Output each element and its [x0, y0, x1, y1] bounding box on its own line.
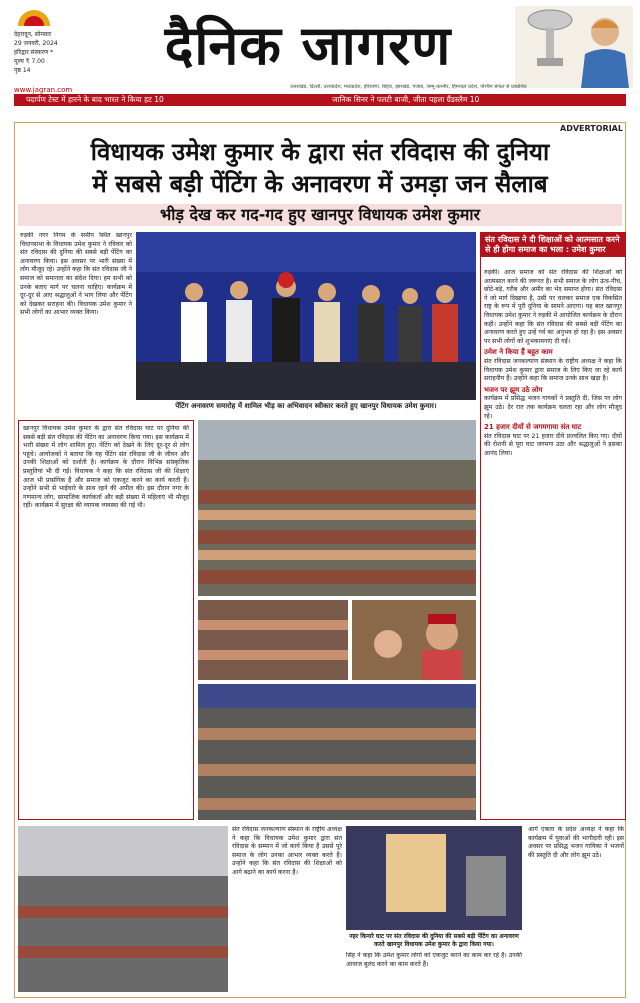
stage-photo [136, 232, 476, 400]
crowd-photo-3 [198, 684, 476, 820]
side-subheading: भजन पर झूम उठे लोग [484, 385, 543, 394]
article-headline [18, 136, 622, 200]
publication-cities: उत्तराखंड, दिल्ली, उत्तरप्रदेश, मध्यप्रदेश, हरियाणा, बिहार, झारखंड, पंजाब, जम्मू-कश्मीर, हिमाचल प्रदेश, पश्चिम बंगाल से प्रकाशित [290, 84, 527, 90]
headline-line: में सबसे बड़ी पेंटिंग के अनावरण में उमड़ा जन सैलाब [92, 170, 548, 198]
bottom-paragraph: सिंह ने कहा कि उमेश कुमार लोगों को एकजुट करने का काम कर रहे हैं। उनकी आवाज बुलंद करने का काम करते हैं। [346, 952, 522, 968]
painting-photo [346, 826, 522, 930]
side-story-box [480, 232, 626, 820]
strip-item[interactable]: जानिक सिनर ने पलटी बाजी, जीता पहला ग्रैंडस्लैम 10 [332, 95, 480, 104]
bottom-text-1 [232, 826, 342, 992]
trophy-photo [515, 6, 633, 88]
intro-text: रुड़की नगर निगम के समीप स्थित खानपुर विधानसभा के विधायक उमेश कुमार ने रविवार को संत रविदास की दुनिया की सबसे बड़ी पेंटिंग का अनावरण किया। इस अवसर पर भारी संख्या में लोग मौजूद रहे। उन्होंने कहा कि संत रविदास जी ने समाज को समानता का संदेश दिया। हम सभी को उनके बताए मार्ग पर चलना चाहिए। कार्यक्रम में दूर-दूर से आए श्रद्धालुओं ने भाग लिया और पेंटिंग को देखकर सराहना की। विधायक उमेश कुमार ने सभी लोगों का आभार व्यक्त किया। [20, 232, 132, 317]
headline-strip [14, 94, 626, 106]
edition-name: हरिद्वार संस्करण * [14, 49, 54, 56]
bottom-paragraph: संत रविदास जनकल्याण संस्थान के राष्ट्रीय अध्यक्ष ने कहा कि विधायक उमेश कुमार द्वारा संत रविदास के सम्मान में जो कार्य किया है उससे पूरे समाज के लोग उनका आभार व्यक्त करते हैं। उन्होंने कहा कि संत रविदास की शिक्षाओं को आगे बढ़ाने का कार्य करना है। [232, 826, 342, 876]
bottom-text-3 [528, 826, 624, 992]
procession-photo [18, 826, 228, 992]
newspaper-title: दैनिक जागरण [164, 14, 452, 77]
side-paragraph: संत रविदास जनकल्याण संस्थान के राष्ट्रीय अध्यक्ष ने कहा कि विधायक उमेश कुमार द्वारा समाज के लिए किए जा रहे कार्य सराहनीय हैं। उन्होंने कहा कि समाज उनके साथ खड़ा है। [484, 357, 622, 383]
intro-column [20, 232, 132, 412]
edition-price: मूल्य ₹ 7.00 [14, 58, 45, 65]
headline-line: विधायक उमेश कुमार के द्वारा संत रविदास की दुनिया [90, 138, 550, 166]
portrait-photo [352, 600, 476, 680]
main-paragraph: खानपुर विधायक उमेश कुमार के द्वारा संत रविदास घाट पर दुनिया की सबसे बड़ी संत रविदास की पेंटिंग का अनावरण किया गया। इस कार्यक्रम में भारी संख्या में लोग शामिल हुए। पेंटिंग को देखने के लिए दूर-दूर से लोग पहुंचे। आयोजकों ने बताया कि यह पेंटिंग संत रविदास जी के जीवन और उनकी शिक्षाओं को दर्शाती है। कार्यक्रम के दौरान विभिन्न सांस्कृतिक प्रस्तुतियां भी दी गईं। विधायक ने कहा कि संत रविदास जी की शिक्षाएं आज भी प्रासंगिक हैं और समाज को एकजुट करने का कार्य करती हैं। उन्होंने सभी से भाईचारे के साथ रहने की अपील की। इस दौरान नगर के गणमान्य लोग, सामाजिक कार्यकर्ता और बड़ी संख्या में महिलाएं भी मौजूद रहीं। कार्यक्रम में सुरक्षा की व्यापक व्यवस्था की गई थी। [23, 425, 189, 510]
edition-pages: पृष्ठ 14 [14, 67, 31, 74]
bottom-paragraph: आगे एकता के प्रदेश अध्यक्ष ने कहा कि कार्यक्रम में युवाओं की भागीदारी रही। इस अवसर पर प्रसिद्ध भजन गायिका ने भजनों की प्रस्तुति दी और लोग झूम उठे। [528, 826, 624, 859]
side-story-text [484, 269, 622, 817]
side-subheading: 21 हजार दीयों से जगमगाया संत घाट [484, 423, 582, 432]
article-subhead: भीड़ देख कर गद-गद हुए खानपुर विधायक उमेश कुमार [18, 204, 622, 226]
painting-caption: नहर किनारे घाट पर संत रविदास की दुनिया की सबसे बड़ी पेंटिंग का अनावरण करते खानपुर विधायक उमेश कुमार के द्वारा किया गया। [349, 933, 519, 948]
bottom-text-2 [346, 952, 522, 992]
crowd-photo-1 [198, 420, 476, 596]
main-story-box [18, 420, 194, 820]
edition-place-date: देहरादून, सोमवार [14, 31, 52, 38]
side-paragraph: कार्यक्रम में प्रसिद्ध भजन गायकों ने प्रस्तुति दी, जिस पर लोग झूम उठे। देर रात तक कार्यक्रम चलता रहा और लोग मौजूद रहे। [484, 395, 622, 420]
edition-info [14, 30, 58, 75]
website-url[interactable]: www.jagran.com [14, 86, 73, 94]
side-paragraph: संत रविदास घाट पर 21 हजार दीये प्रज्वलित किए गए। दीयों की रोशनी से पूरा घाट जगमगा उठा और श्रद्धालुओं ने इसका आनंद लिया। [484, 432, 622, 457]
side-subheading: उमेश ने किया हैं बहुत काम [484, 348, 553, 357]
crowd-photo-2 [198, 600, 348, 680]
side-story-heading: संत रविदास ने दी शिक्षाओं को आत्मसात करने से ही होगा समाज का भला : उमेश कुमार [481, 233, 625, 257]
strip-item[interactable]: पदार्पण टेस्ट में हारने के बाद भारत ने किया हट 10 [26, 95, 164, 104]
side-paragraph: रुड़की। आज समाज को संत रविदास की शिक्षाओं को आत्मसात करने की जरूरत है। सभी समाज के लोग ऊंच-नीच, छोटे-बड़े, गरीब और अमीर का भेद समाप्त होगा। संत रविदास ने जो मार्ग दिखाया है, उसी पर चलकर समाज एक विकसित राष्ट्र के रूप में पूरी दुनिया के सामने आएगा। यह बात खानपुर विधायक उमेश कुमार ने रुड़की में आयोजित कार्यक्रम के दौरान कही। उन्होंने कहा कि संत रविदास की सबसे बड़ी पेंटिंग का अनावरण करते हुए उन्हें गर्व का अनुभव हो रहा है। इस अवसर पर सभी लोगों को शुभकामनाएं दी गईं। [484, 269, 622, 345]
main-story-text [23, 425, 189, 815]
sun-logo-icon [16, 8, 52, 28]
masthead [0, 0, 640, 104]
edition-date: 29 जनवरी, 2024 [14, 40, 58, 47]
stage-photo-caption: पेंटिंग अनावरण समारोह में शामिल भीड़ का अभिवादन स्वीकार करते हुए खानपुर विधायक उमेश कुमार। [175, 402, 437, 410]
advertorial-label: ADVERTORIAL [560, 124, 623, 133]
